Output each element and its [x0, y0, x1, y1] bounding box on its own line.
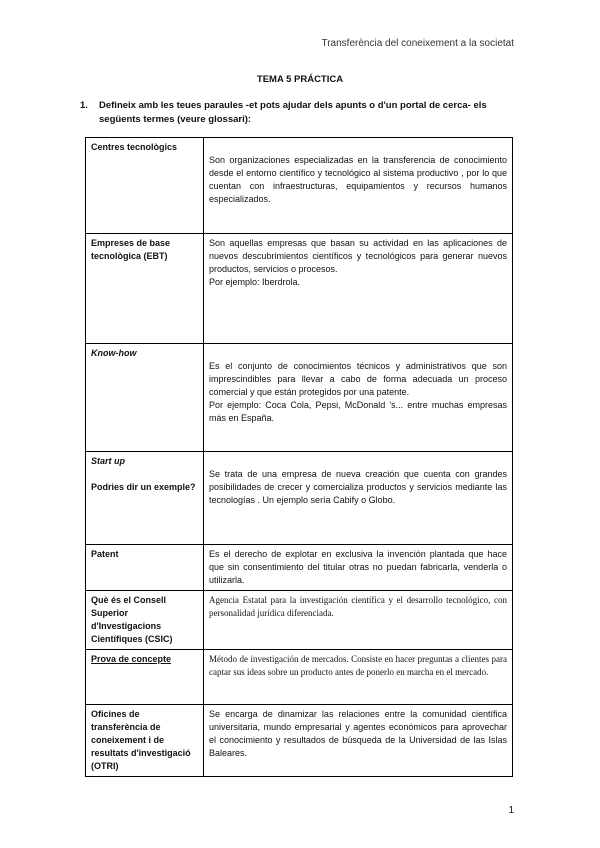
definition-cell [204, 138, 513, 234]
term-label: Què és el Consell Superior d'Investigacions Científiques (CSIC) [91, 595, 173, 644]
definition-cell [204, 705, 513, 777]
table-row [86, 591, 513, 650]
term-cell [86, 705, 204, 777]
definition-example: Por ejemplo: Coca Cola, Pepsi, McDonald 's... entre muchas empresas más en España. [209, 400, 507, 423]
term-label: Oficines de transferència de coneixement i de resultats d'investigació (OTRI) [91, 709, 191, 771]
page-number: 1 [508, 805, 514, 816]
term-cell [86, 138, 204, 234]
term-sublabel: Podries dir un exemple? [91, 482, 196, 492]
table-row [86, 344, 513, 452]
terms-table [85, 137, 513, 777]
definition-text: Es el derecho de explotar en exclusiva la invención plantada que hace que sin consentimiento del titular otras no puedan fabricarla, venderla o utilizarla. [209, 549, 507, 585]
definition-text: Son aquellas empresas que basan su actividad en las aplicaciones de nuevos descubrimientos científicos y tecnológicos para generar nuevos productos, servicios o procesos. [209, 238, 507, 274]
term-label: Prova de concepte [91, 654, 172, 664]
definition-text: Se trata de una empresa de nueva creación que cuenta con grandes posibilidades de crecer y comercializa productos y servicios mediante las tecnologías . Un ejemplo sería Cabify o Globo. [209, 469, 507, 505]
term-label: Patent [91, 549, 119, 559]
definition-cell [204, 234, 513, 344]
definition-cell [204, 650, 513, 705]
definition-text: Método de investigación de mercados. Consiste en hacer preguntas a clientes para captar sus ideas sobre un producto antes de ponerlo en marcha en el mercado. [209, 654, 507, 677]
question-1 [80, 99, 519, 127]
table-row [86, 452, 513, 545]
definition-text: Es el conjunto de conocimientos técnicos y administrativos que son imprescindibles para llevar a cabo de forma adecuada un proceso comercial y que están protegidos por una patente. [209, 361, 507, 397]
definition-text: Son organizaciones especializadas en la transferencia de conocimiento desde el entorno científico y tecnológico al sistema productivo , por lo que cuentan con infraestructuras, equipamientos y recursos humanos especializados. [209, 155, 507, 204]
question-number: 1. [80, 100, 88, 111]
term-label: Empreses de base tecnològica (EBT) [91, 238, 171, 261]
term-cell [86, 452, 204, 545]
definition-example: Por ejemplo: Iberdrola. [209, 277, 301, 287]
definition-cell [204, 545, 513, 591]
term-cell [86, 234, 204, 344]
question-text: Defineix amb les teues paraules -et pots ajudar dels apunts o d'un portal de cerca- els següents termes (veure glossari): [99, 100, 487, 125]
definition-cell [204, 344, 513, 452]
term-cell [86, 591, 204, 650]
definition-cell [204, 591, 513, 650]
term-cell [86, 344, 204, 452]
term-cell [86, 545, 204, 591]
definition-text: Agencia Estatal para la investigación científica y el desarrollo tecnológico, con personalidad jurídica diferenciada. [209, 595, 507, 618]
table-row [86, 650, 513, 705]
page-title: TEMA 5 PRÁCTICA [256, 74, 344, 85]
table-row [86, 705, 513, 777]
term-label: Know-how [91, 348, 137, 358]
table-row [86, 545, 513, 591]
definition-cell [204, 452, 513, 545]
running-header: Transferència del coneixement a la societat [321, 38, 514, 49]
table-row [86, 138, 513, 234]
term-label: Start up [91, 456, 126, 466]
definition-text: Se encarga de dinamizar las relaciones entre la comunidad científica universitaria, mundo empresarial y agentes económicos para aprovechar el conocimiento y resultados de búsqueda de la Universidad de las Islas Baleares. [209, 709, 507, 758]
table-row [86, 234, 513, 344]
term-label: Centres tecnològics [91, 142, 178, 152]
term-cell [86, 650, 204, 705]
